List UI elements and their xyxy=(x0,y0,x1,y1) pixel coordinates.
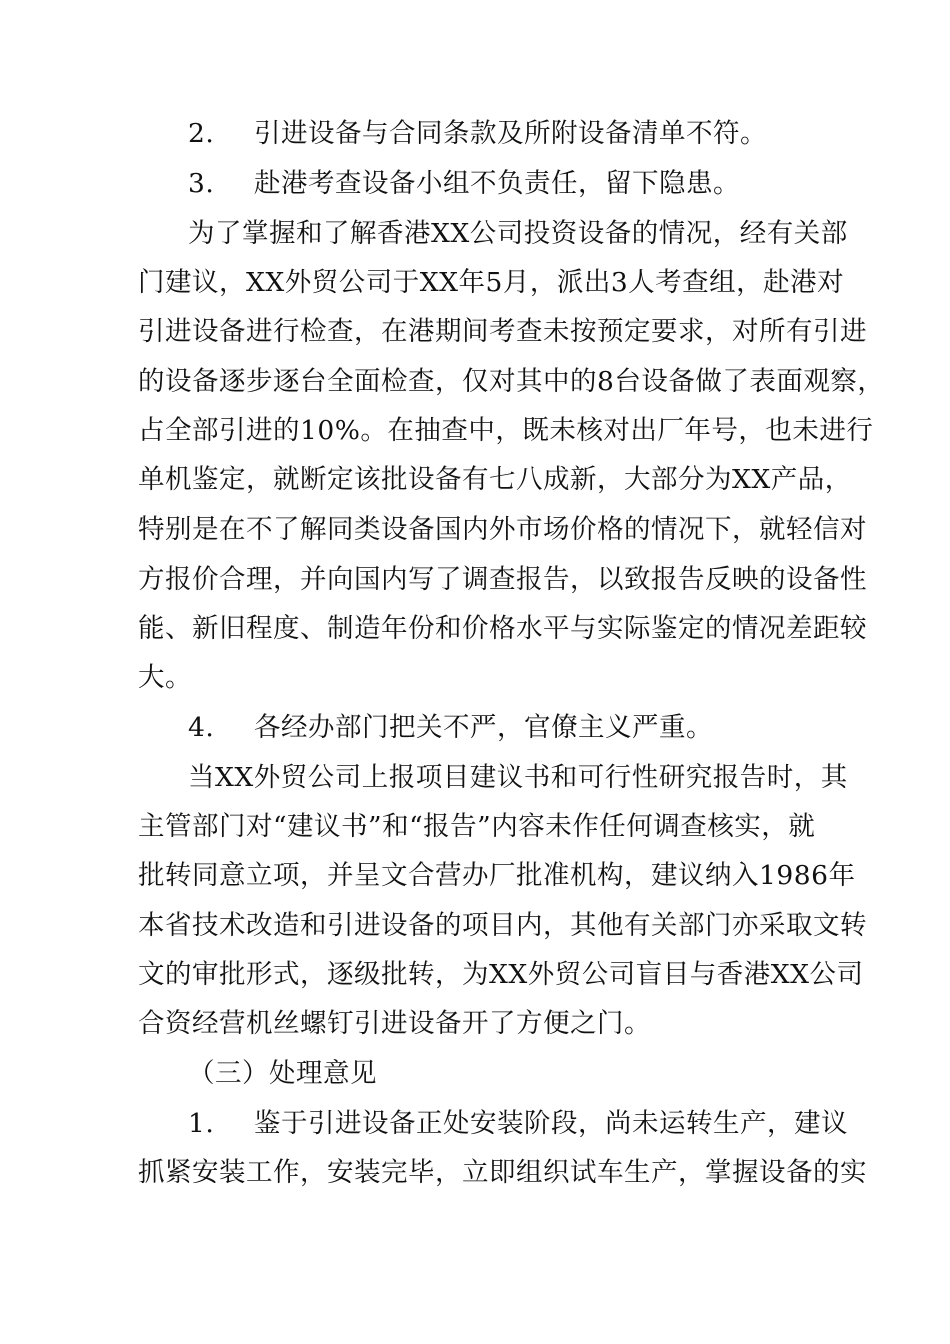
paragraph-line: 本省技术改造和引进设备的项目内，其他有关部门亦采取文转 xyxy=(138,910,867,941)
list-item-text: 引进设备与合同条款及所附设备清单不符。 xyxy=(254,118,767,149)
paragraph-line: 为了掌握和了解香港XX公司投资设备的情况，经有关部 xyxy=(188,218,848,249)
list-item-3 xyxy=(188,164,740,204)
paragraph-line: 文的审批形式，逐级批转，为XX外贸公司盲目与香港XX公司 xyxy=(138,959,864,990)
section-heading: （三）处理意见 xyxy=(188,1058,377,1089)
list-item-2 xyxy=(188,114,767,154)
list-number: 2. xyxy=(188,118,215,149)
paragraph-line: 的设备逐步逐台全面检查，仅对其中的8台设备做了表面观察， xyxy=(138,366,885,397)
paragraph-line: 批转同意立项，并呈文合营办厂批准机构，建议纳入1986年 xyxy=(138,860,856,891)
list-number: 4. xyxy=(188,712,215,743)
paragraph-line: 抓紧安装工作，安装完毕，立即组织试车生产，掌握设备的实 xyxy=(138,1157,867,1188)
paragraph-line: 占全部引进的10%。在抽查中，既未核对出厂年号，也未进行 xyxy=(138,415,874,446)
list-item-1 xyxy=(188,1104,848,1144)
list-item-4 xyxy=(188,708,713,748)
paragraph-line: 合资经营机丝螺钉引进设备开了方便之门。 xyxy=(138,1008,651,1039)
paragraph-line: 主管部门对“建议书”和“报告”内容未作任何调查核实，就 xyxy=(138,811,816,842)
paragraph-line: 能、新旧程度、制造年份和价格水平与实际鉴定的情况差距较 xyxy=(138,613,867,644)
paragraph-line: 特别是在不了解同类设备国内外市场价格的情况下，就轻信对 xyxy=(138,514,867,545)
list-item-text: 各经办部门把关不严，官僚主义严重。 xyxy=(254,712,713,743)
list-item-text: 赴港考查设备小组不负责任，留下隐患。 xyxy=(254,168,740,199)
list-item-text: 鉴于引进设备正处安装阶段，尚未运转生产，建议 xyxy=(254,1108,848,1139)
paragraph-line: 引进设备进行检查，在港期间考查未按预定要求，对所有引进 xyxy=(138,316,867,347)
paragraph-line: 门建议，XX外贸公司于XX年5月，派出3人考查组，赴港对 xyxy=(138,267,845,298)
list-number: 3. xyxy=(188,168,215,199)
paragraph-line: 方报价合理，并向国内写了调查报告，以致报告反映的设备性 xyxy=(138,564,867,595)
paragraph-line: 当XX外贸公司上报项目建议书和可行性研究报告时，其 xyxy=(188,762,848,793)
paragraph-line: 单机鉴定，就断定该批设备有七八成新，大部分为XX产品， xyxy=(138,464,852,495)
list-number: 1. xyxy=(188,1108,215,1139)
paragraph-line: 大。 xyxy=(138,662,192,693)
